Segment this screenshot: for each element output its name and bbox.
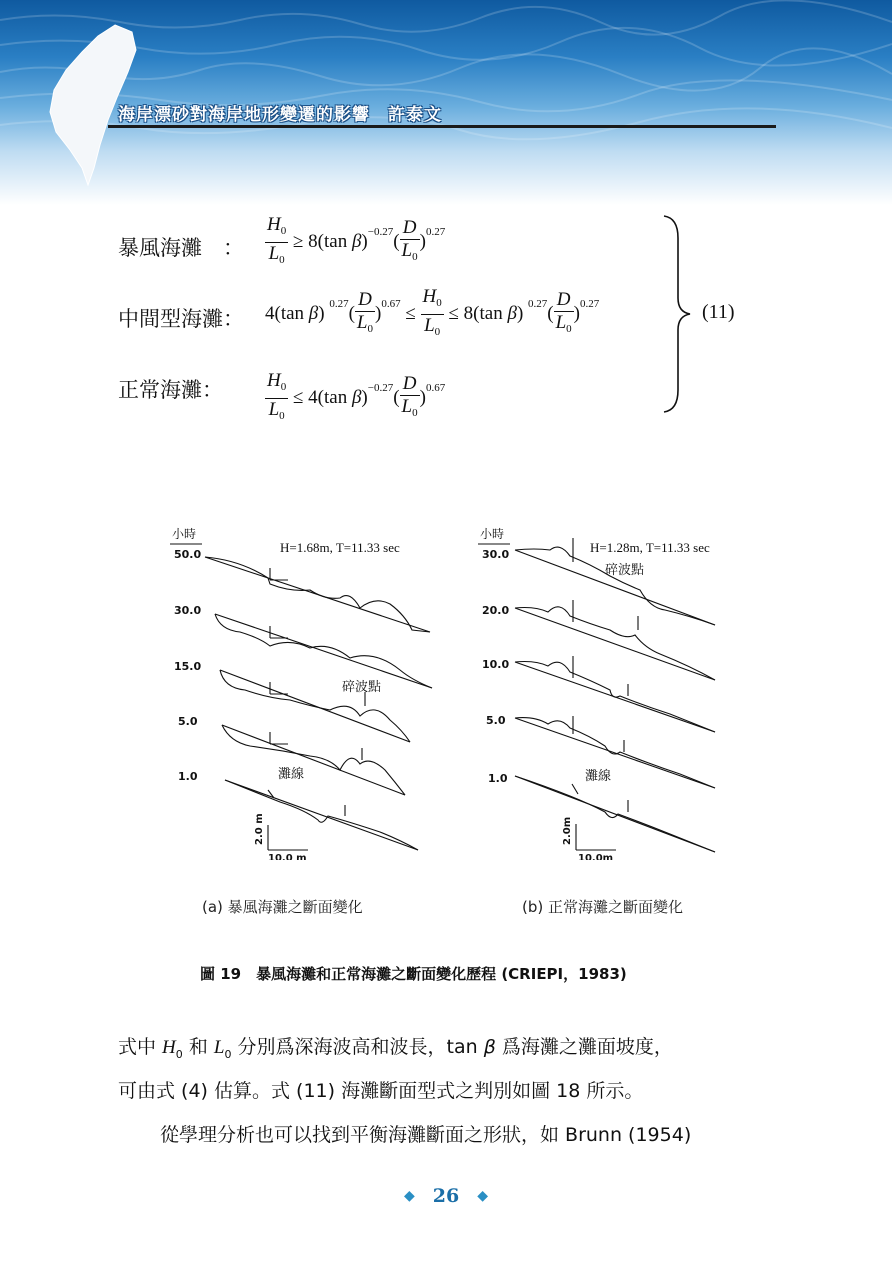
left-time-4: 5.0 bbox=[178, 715, 198, 728]
right-unit-label: 小時 bbox=[480, 527, 505, 541]
figure-19 bbox=[150, 520, 750, 864]
right-time-1: 30.0 bbox=[482, 548, 510, 561]
left-panel-caption: (a) 暴風海灘之斷面變化 bbox=[202, 898, 363, 916]
right-scale-vertical: 2.0m bbox=[562, 816, 573, 845]
diamond-icon: ◆ bbox=[477, 1188, 488, 1204]
left-shoreline-label: 灘線 bbox=[278, 767, 305, 782]
right-shoreline-label: 灘線 bbox=[585, 769, 612, 784]
equation-brace bbox=[660, 214, 700, 414]
intermediate-beach-label: 中間型海灘： bbox=[118, 307, 244, 331]
left-scale-vertical: 2.0 m bbox=[254, 813, 265, 845]
normal-beach-label: 正常海灘： bbox=[118, 378, 223, 402]
equation-number: (11) bbox=[702, 301, 735, 323]
right-panel-caption: (b) 正常海灘之斷面變化 bbox=[522, 898, 683, 916]
right-params: H=1.28m, T=11.33 sec bbox=[590, 540, 710, 555]
left-params: H=1.68m, T=11.33 sec bbox=[280, 540, 400, 555]
left-unit-label: 小時 bbox=[172, 527, 197, 541]
right-time-5: 1.0 bbox=[488, 772, 508, 785]
left-time-1: 50.0 bbox=[174, 548, 202, 561]
right-time-3: 10.0 bbox=[482, 658, 510, 671]
figure-caption: 圖 19 暴風海灘和正常海灘之斷面變化歷程 (CRIEPI，1983) bbox=[200, 965, 627, 983]
right-profiles bbox=[515, 538, 715, 852]
intermediate-beach-equation: 4(tan β) $^{0.27}$( $\frac{D}{L_0}$ )$^{0.67}$ ≤ $\frac{H_0}{L_0}$ ≤ 8(tan β) $^{0.27}$( $\frac{D}{L_0}$ )$^{0.27}$ bbox=[265, 286, 600, 338]
normal-beach-equation: $\frac{H_0}{L_0}$ ≤ 4(tan β)$^{-0.27}$( $\frac{D}{L_0}$ )$^{0.67}$ bbox=[267, 370, 446, 422]
left-time-3: 15.0 bbox=[174, 660, 202, 673]
header-rule bbox=[108, 125, 776, 128]
left-time-5: 1.0 bbox=[178, 770, 198, 783]
body-line-2: 可由式 (4) 估算。式 (11) 海灘斷面型式之判別如圖 18 所示。 bbox=[118, 1080, 644, 1102]
right-time-4: 5.0 bbox=[486, 714, 506, 727]
left-breaker-label: 碎波點 bbox=[342, 680, 382, 695]
profile-change-diagram bbox=[150, 520, 750, 860]
diamond-icon: ◆ bbox=[403, 1188, 415, 1204]
page-number: ◆ 26 ◆ bbox=[403, 1185, 488, 1207]
right-breaker-label: 碎波點 bbox=[605, 563, 645, 578]
left-profiles bbox=[205, 557, 432, 850]
storm-beach-label: 暴風海灘 ： bbox=[118, 236, 244, 260]
header-title: 海岸漂砂對海岸地形變遷的影響 許泰文 bbox=[118, 105, 442, 125]
right-time-2: 20.0 bbox=[482, 604, 510, 617]
body-line-1: 式中 $H_0$ 和 $L_0$ 分別爲深海波高和波長，tan β 爲海灘之灘面坡度， bbox=[118, 1036, 673, 1061]
storm-beach-equation: $\frac{H_0}{L_0}$ ≥ 8(tan β)$^{-0.27}$( $\frac{D}{L_0}$ )$^{0.27}$ bbox=[267, 214, 446, 266]
body-line-3: 從學理分析也可以找到平衡海灘斷面之形狀，如 Brunn (1954) bbox=[160, 1124, 692, 1146]
right-scale-horizontal: 10.0m bbox=[578, 853, 614, 860]
left-scale-horizontal: 10.0 m bbox=[268, 853, 307, 860]
left-time-2: 30.0 bbox=[174, 604, 202, 617]
